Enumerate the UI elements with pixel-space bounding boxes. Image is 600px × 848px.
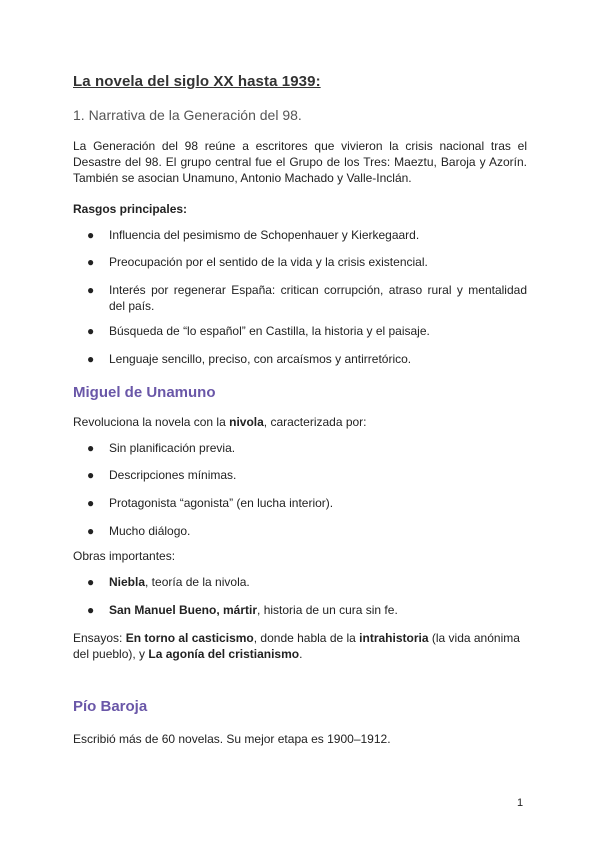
bullet-icon: ● [87,524,95,538]
document-title: La novela del siglo XX hasta 1939: [73,73,321,90]
list-item: ● Protagonista “agonista” (en lucha interior). [87,496,334,510]
baroja-heading: Pío Baroja [73,698,148,715]
list-item: ● Interés por regenerar España: critican corrupción, atraso rural y mentalidad del país. [87,283,527,313]
obras-label: Obras importantes: [73,549,176,563]
bullet-icon: ● [87,255,95,269]
unamuno-intro: Revoluciona la novela con la nivola, caracterizada por: [73,415,367,429]
list-item: ● Lenguaje sencillo, preciso, con arcaísmos y antirretórico. [87,352,412,366]
intro-paragraph: La Generación del 98 reúne a escritores que vivieron la crisis nacional tras el Desastre del 98. El grupo central fue el Grupo de los Tres: Maeztu, Baroja y Azorín. También se asocian Unamuno, Antonio Machado y Valle-Inclán. [73,139,527,185]
section-subtitle: 1. Narrativa de la Generación del 98. [73,107,302,123]
rasgos-label: Rasgos principales: [73,202,188,216]
list-item: ● Niebla, teoría de la nivola. [87,575,250,589]
list-item: ● Sin planificación previa. [87,441,236,455]
bullet-icon: ● [87,441,95,455]
bullet-icon: ● [87,603,95,617]
list-item: ● Descripciones mínimas. [87,468,237,482]
bullet-icon: ● [87,324,95,338]
list-item: ● Búsqueda de “lo español” en Castilla, la historia y el paisaje. [87,324,430,338]
bullet-icon: ● [87,575,95,589]
page-number: 1 [517,797,524,809]
bullet-icon: ● [87,352,95,366]
unamuno-heading: Miguel de Unamuno [73,384,216,401]
baroja-paragraph: Escribió más de 60 novelas. Su mejor etapa es 1900–1912. [73,732,391,746]
list-item: ● San Manuel Bueno, mártir, historia de un cura sin fe. [87,603,398,617]
bullet-icon: ● [87,283,95,297]
list-item: ● Mucho diálogo. [87,524,191,538]
bullet-icon: ● [87,228,95,242]
bullet-icon: ● [87,496,95,510]
list-item: ● Influencia del pesimismo de Schopenhauer y Kierkegaard. [87,228,420,242]
list-item: ● Preocupación por el sentido de la vida y la crisis existencial. [87,255,428,269]
ensayos-paragraph: Ensayos: En torno al casticismo, donde habla de la intrahistoria (la vida anónima del pueblo), y La agonía del cristianismo. [73,631,520,661]
bullet-icon: ● [87,468,95,482]
